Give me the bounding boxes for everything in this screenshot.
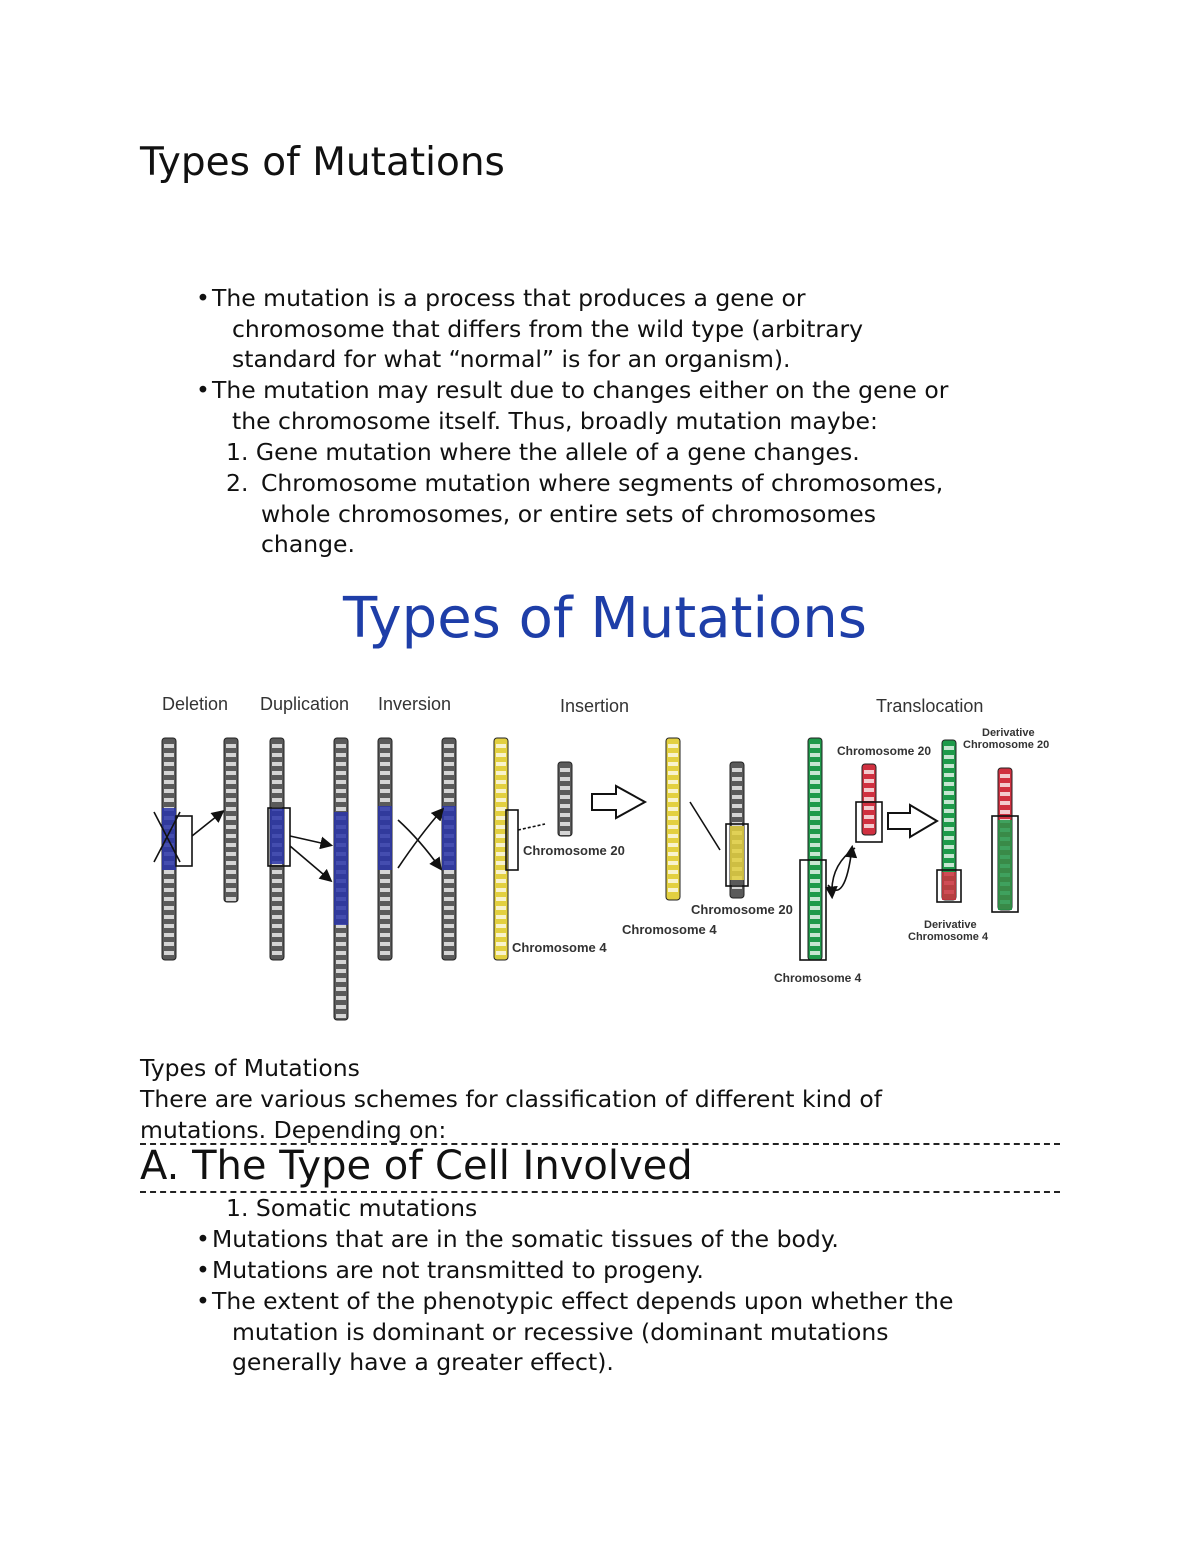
header-deletion: Deletion — [162, 694, 229, 714]
chrom-translocation-chr20 — [862, 764, 876, 835]
label-tr-chr20: Chromosome 20 — [837, 744, 932, 758]
intro-bullet-2: • The mutation may result due to changes either on the gene or the chromosome itself. Thus, broadly mutation maybe: — [196, 375, 948, 436]
numbered-item-2: 2. Chromosome mutation where segments of chromosomes, whole chromosomes, or entire sets of chromosomes change. — [226, 469, 944, 559]
insertion-line-1 — [518, 824, 545, 830]
chrom-insertion-chr20-b — [730, 762, 744, 898]
label-tr-chr4: Chromosome 4 — [774, 971, 862, 985]
translocation-hollow-arrow — [888, 805, 937, 837]
chrom-inversion-result — [442, 738, 456, 960]
somatic-heading: 1. Somatic mutations — [226, 1194, 478, 1222]
header-insertion: Insertion — [560, 696, 630, 716]
section-title: Types of Mutations — [140, 1054, 360, 1082]
chromosomes — [162, 738, 1012, 1020]
chrom-translocation-der4 — [942, 740, 956, 900]
label-ins-chr4-a: Chromosome 4 — [512, 940, 607, 955]
label-der20-2: Chromosome 20 — [963, 739, 1050, 751]
section-line-2: mutations. Depending on: — [140, 1116, 447, 1144]
label-ins-chr20-b: Chromosome 20 — [691, 902, 793, 917]
insertion-hollow-arrow — [592, 786, 645, 818]
heading-cell-type: A. The Type of Cell Involved — [140, 1143, 693, 1189]
label-der4-2: Chromosome 4 — [908, 931, 989, 943]
label-der20-1: Derivative — [982, 727, 1035, 739]
inversion-arrow-2 — [398, 810, 442, 868]
inversion-arrow-1 — [398, 820, 440, 868]
chrom-inversion-original — [378, 738, 392, 960]
somatic-bullet-2: • Mutations are not transmitted to progeny. — [196, 1255, 704, 1286]
figure-title: Types of Mutations — [343, 586, 867, 651]
page-title: Types of Mutations — [140, 140, 505, 185]
chrom-insertion-chr4-b — [666, 738, 680, 900]
chromosome-diagram — [140, 580, 1070, 1030]
section-line-1: There are various schemes for classification of different kind of — [140, 1085, 883, 1113]
somatic-bullet-3: • The extent of the phenotypic effect depends upon whether the mutation is dominant or recessive (dominant mutations generally have a greater effect). — [196, 1286, 953, 1378]
insertion-line-2 — [690, 802, 720, 850]
label-ins-chr20-a: Chromosome 20 — [523, 843, 625, 858]
duplication-arrow-1 — [290, 836, 330, 845]
chrom-translocation-der20 — [998, 768, 1012, 910]
chrom-insertion-chr20-a — [558, 762, 572, 836]
mutation-types-figure — [140, 580, 1070, 1030]
header-duplication: Duplication — [260, 694, 350, 714]
somatic-bullet-1: • Mutations that are in the somatic tissues of the body. — [196, 1224, 839, 1255]
header-translocation: Translocation — [876, 696, 984, 716]
label-der4-1: Derivative — [924, 919, 977, 931]
intro-bullet-1: • The mutation is a process that produces a gene or chromosome that differs from the wild type (arbitrary standard for what “normal” is for an organism). — [196, 283, 863, 375]
chrom-duplication-original — [270, 738, 284, 960]
numbered-item-1: 1. Gene mutation where the allele of a gene changes. — [226, 438, 860, 466]
chrom-deletion-result — [224, 738, 238, 902]
header-inversion: Inversion — [378, 694, 452, 714]
chrom-duplication-result — [334, 738, 348, 1020]
label-ins-chr4-b: Chromosome 4 — [622, 922, 717, 937]
deletion-arrow — [192, 812, 222, 836]
chrom-translocation-chr4 — [808, 738, 822, 960]
duplication-arrow-2 — [290, 846, 330, 880]
